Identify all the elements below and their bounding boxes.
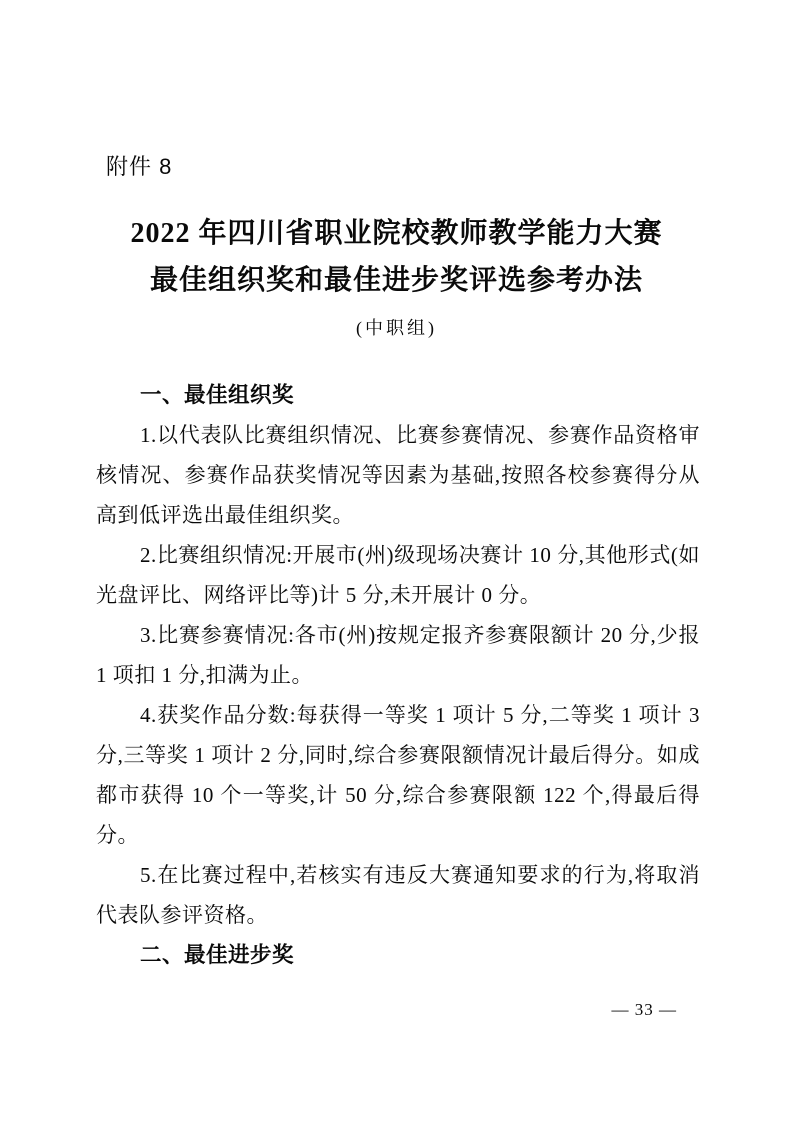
subtitle-group-label: (中职组) <box>356 318 437 338</box>
paragraph-4: 4.获奖作品分数:每获得一等奖 1 项计 5 分,二等奖 1 项计 3 分,三等奖 1 项计 2 分,同时,综合参赛限额情况计最后得分。如成都市获得 10 个一等奖,计 50 分,综合参赛限额 122 个,得最后得分。 <box>96 703 700 847</box>
attachment-label: 附件 8 <box>106 154 173 179</box>
paragraph-5: 5.在比赛过程中,若核实有违反大赛通知要求的行为,将取消代表队参评资格。 <box>96 863 700 927</box>
section-heading-best-progress-award: 二、最佳进步奖 <box>140 943 295 967</box>
page-number: — 33 — <box>611 1000 677 1019</box>
document-body <box>96 375 700 975</box>
paragraph-2: 2.比赛组织情况:开展市(州)级现场决赛计 10 分,其他形式(如光盘评比、网络评比等)计 5 分,未开展计 0 分。 <box>96 543 700 607</box>
paragraph-1: 1.以代表队比赛组织情况、比赛参赛情况、参赛作品资格审核情况、参赛作品获奖情况等因素为基础,按照各校参赛得分从高到低评选出最佳组织奖。 <box>96 423 700 527</box>
section-heading-best-organization-award: 一、最佳组织奖 <box>140 383 295 407</box>
paragraph-3: 3.比赛参赛情况:各市(州)按规定报齐参赛限额计 20 分,少报 1 项扣 1 分,扣满为止。 <box>96 623 700 687</box>
title-line-1: 2022 年四川省职业院校教师教学能力大赛 <box>130 218 663 249</box>
title-line-2: 最佳组织奖和最佳进步奖评选参考办法 <box>149 265 643 296</box>
document-title <box>0 210 793 304</box>
